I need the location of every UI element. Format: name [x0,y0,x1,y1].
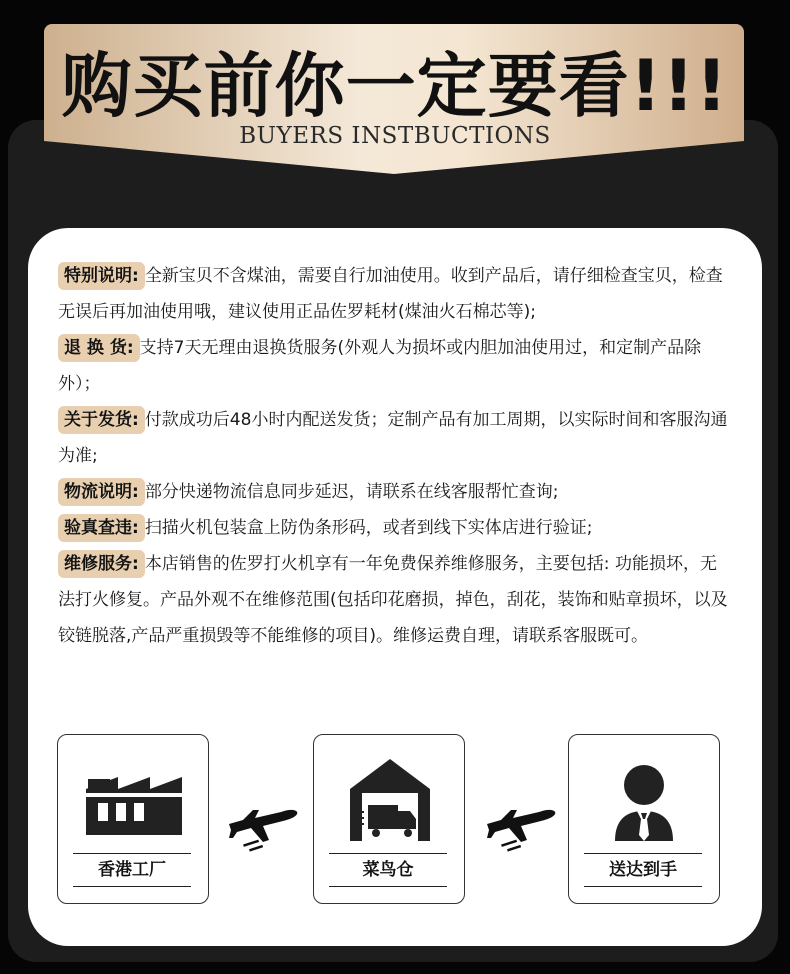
notice-text: 付款成功后48小时内配送发货；定制产品有加工周期，以实际时间和客服沟通为准; [58,410,728,466]
notice-repair [58,546,728,654]
notice-return [58,330,728,402]
page-subtitle: BUYERS INSTBUCTIONS [239,123,551,149]
step-factory [57,734,209,904]
notice-text: 部分快递物流信息同步延迟，请联系在线客服帮忙查询; [144,482,559,502]
notice-tag: 物流说明: [58,478,145,506]
notice-list [58,258,728,654]
airplane-icon [481,784,561,854]
notice-verify [58,510,728,546]
notice-text: 全新宝贝不含煤油，需要自行加油使用。收到产品后，请仔细检查宝贝，检查无误后再加油使用哦，建议使用正品佐罗耗材(煤油火石棉芯等); [58,266,723,322]
warehouse-truck-icon [314,749,464,849]
notice-shipping [58,402,728,474]
notice-text: 本店销售的佐罗打火机享有一年免费保养维修服务，主要包括: 功能损坏，无法打火修复。产品外观不在维修范围(包括印花磨损，掉色，刮花，装饰和贴章损坏，以及铰链脱落,产品严重损毁等不能维修的项目)。维修运费自理，请联系客服既可。 [58,554,728,646]
step-delivered [568,734,720,904]
step-label: 香港工厂 [73,853,191,887]
step-warehouse [313,734,465,904]
notice-text: 支持7天无理由退换货服务(外观人为损坏或内胆加油使用过，和定制产品除外）； [58,338,702,394]
notice-text: 扫描火机包装盒上防伪条形码，或者到线下实体店进行验证; [144,518,593,538]
person-icon [569,749,719,849]
notice-special [58,258,728,330]
notice-tag: 验真查违: [58,514,145,542]
notice-tag: 退 换 货: [58,334,140,362]
factory-icon [58,749,208,849]
step-label: 送达到手 [584,853,702,887]
notice-logistics [58,474,728,510]
notice-tag: 特别说明: [58,262,145,290]
airplane-icon [223,784,303,854]
page-title: 购买前你一定要看!!! [61,45,729,127]
delivery-steps [57,734,719,904]
step-label: 菜鸟仓 [329,853,447,887]
notice-tag: 关于发货: [58,406,145,434]
notice-tag: 维修服务: [58,550,145,578]
